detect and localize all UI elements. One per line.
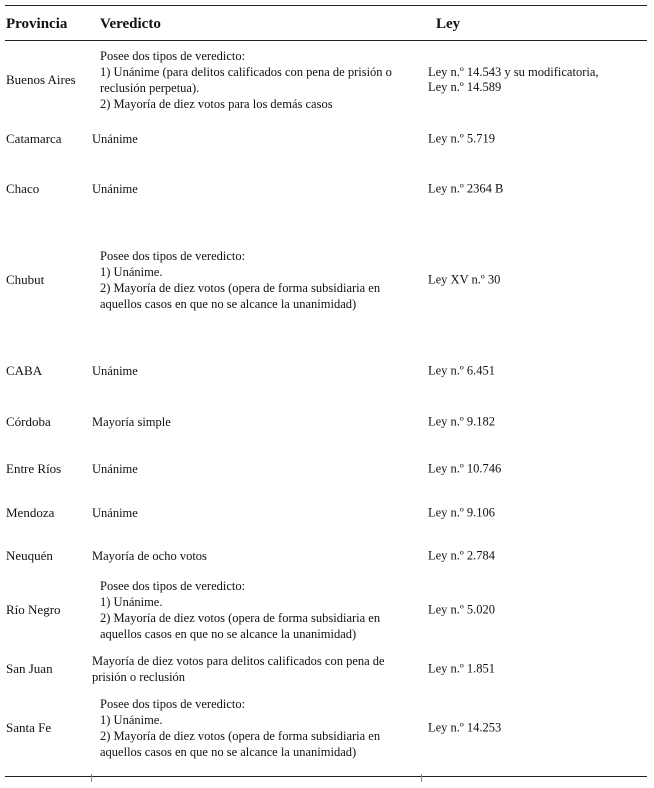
veredicto-line: 1) Unánime. [100,595,163,609]
ley-line: Ley n.º 14.253 [428,720,502,735]
header-provincia: Provincia [6,16,68,32]
table-top-rule [5,5,647,6]
veredicto-line: Mayoría de diez votos para delitos calificados con pena de [92,654,385,668]
veredicto-line: 2) Mayoría de diez votos para los demás casos [100,97,333,111]
veredicto-line: aquellos casos en que no se alcance la unanimidad) [100,297,357,311]
veredicto-line: Posee dos tipos de veredicto: [100,49,246,63]
cell-veredicto [92,505,422,521]
cell-veredicto [92,653,422,685]
veredicto-line: Posee dos tipos de veredicto: [100,697,246,711]
ley-line: Ley n.º 5.719 [428,131,496,146]
veredicto-line: reclusión perpetua). [100,81,200,95]
column-separator [421,774,422,782]
header-rule [5,40,647,41]
ley-line: Ley n.º 5.020 [428,602,496,617]
cell-ley [428,182,648,197]
cell-provincia: Entre Ríos [6,461,62,476]
cell-veredicto [100,248,418,312]
ley-line: Ley n.º 1.851 [428,661,496,676]
cell-ley [428,132,648,147]
table-bottom-rule [5,776,647,777]
cell-veredicto [92,461,422,477]
cell-provincia: Chaco [6,181,40,196]
veredicto-line: aquellos casos en que no se alcance la unanimidad) [100,627,357,641]
cell-provincia: Córdoba [6,414,51,429]
ley-line: Ley n.º 6.451 [428,363,496,378]
cell-ley [428,462,648,477]
veredicto-line: 2) Mayoría de diez votos (opera de forma subsidiaria en [100,281,381,295]
veredicto-line: Unánime [92,506,138,520]
cell-provincia: Río Negro [6,602,61,617]
cell-veredicto [100,578,418,642]
cell-veredicto [100,696,418,760]
ley-line: Ley n.º 9.182 [428,414,496,429]
header-veredicto: Veredicto [100,16,161,32]
veredicto-line: 1) Unánime. [100,265,163,279]
cell-ley [428,273,648,288]
veredicto-line: aquellos casos en que no se alcance la unanimidad) [100,745,357,759]
veredicto-line: Mayoría de ocho votos [92,549,207,563]
cell-provincia: Santa Fe [6,720,52,735]
cell-provincia: San Juan [6,661,53,676]
veredicto-line: 2) Mayoría de diez votos (opera de forma subsidiaria en [100,729,381,743]
ley-line: Ley n.º 14.589 [428,80,502,94]
cell-ley [428,603,648,618]
cell-ley [428,364,648,379]
cell-ley [428,721,648,736]
veredicto-line: Mayoría simple [92,415,171,429]
ley-line: Ley n.º 14.543 y su modificatoria, [428,65,599,79]
column-separator [91,774,92,782]
cell-ley [428,506,648,521]
cell-ley [428,415,648,430]
cell-provincia: Neuquén [6,548,53,563]
cell-veredicto [92,181,422,197]
header-ley: Ley [436,16,461,32]
cell-provincia: Catamarca [6,131,62,146]
cell-ley [428,662,648,677]
cell-provincia: Buenos Aires [6,72,76,87]
cell-veredicto [100,48,418,112]
ley-line: Ley n.º 9.106 [428,505,496,520]
cell-ley [428,65,648,95]
ley-line: Ley XV n.º 30 [428,272,501,287]
cell-veredicto [92,414,422,430]
veredicto-line: Unánime [92,364,138,378]
veredicto-line: Posee dos tipos de veredicto: [100,579,246,593]
cell-provincia: Mendoza [6,505,55,520]
cell-provincia: CABA [6,363,43,378]
ley-line: Ley n.º 2.784 [428,548,496,563]
veredicto-line: Unánime [92,182,138,196]
veredicto-line: 1) Unánime. [100,713,163,727]
ley-line: Ley n.º 10.746 [428,461,502,476]
cell-ley [428,549,648,564]
cell-veredicto [92,363,422,379]
cell-veredicto [92,131,422,147]
ley-line: Ley n.º 2364 B [428,181,504,196]
veredicto-line: 1) Unánime (para delitos calificados con pena de prisión o [100,65,392,79]
cell-provincia: Chubut [6,272,45,287]
cell-veredicto [92,548,422,564]
veredicto-line: Unánime [92,132,138,146]
veredicto-line: Posee dos tipos de veredicto: [100,249,246,263]
veredicto-line: prisión o reclusión [92,670,186,684]
veredicto-line: Unánime [92,462,138,476]
veredicto-line: 2) Mayoría de diez votos (opera de forma subsidiaria en [100,611,381,625]
